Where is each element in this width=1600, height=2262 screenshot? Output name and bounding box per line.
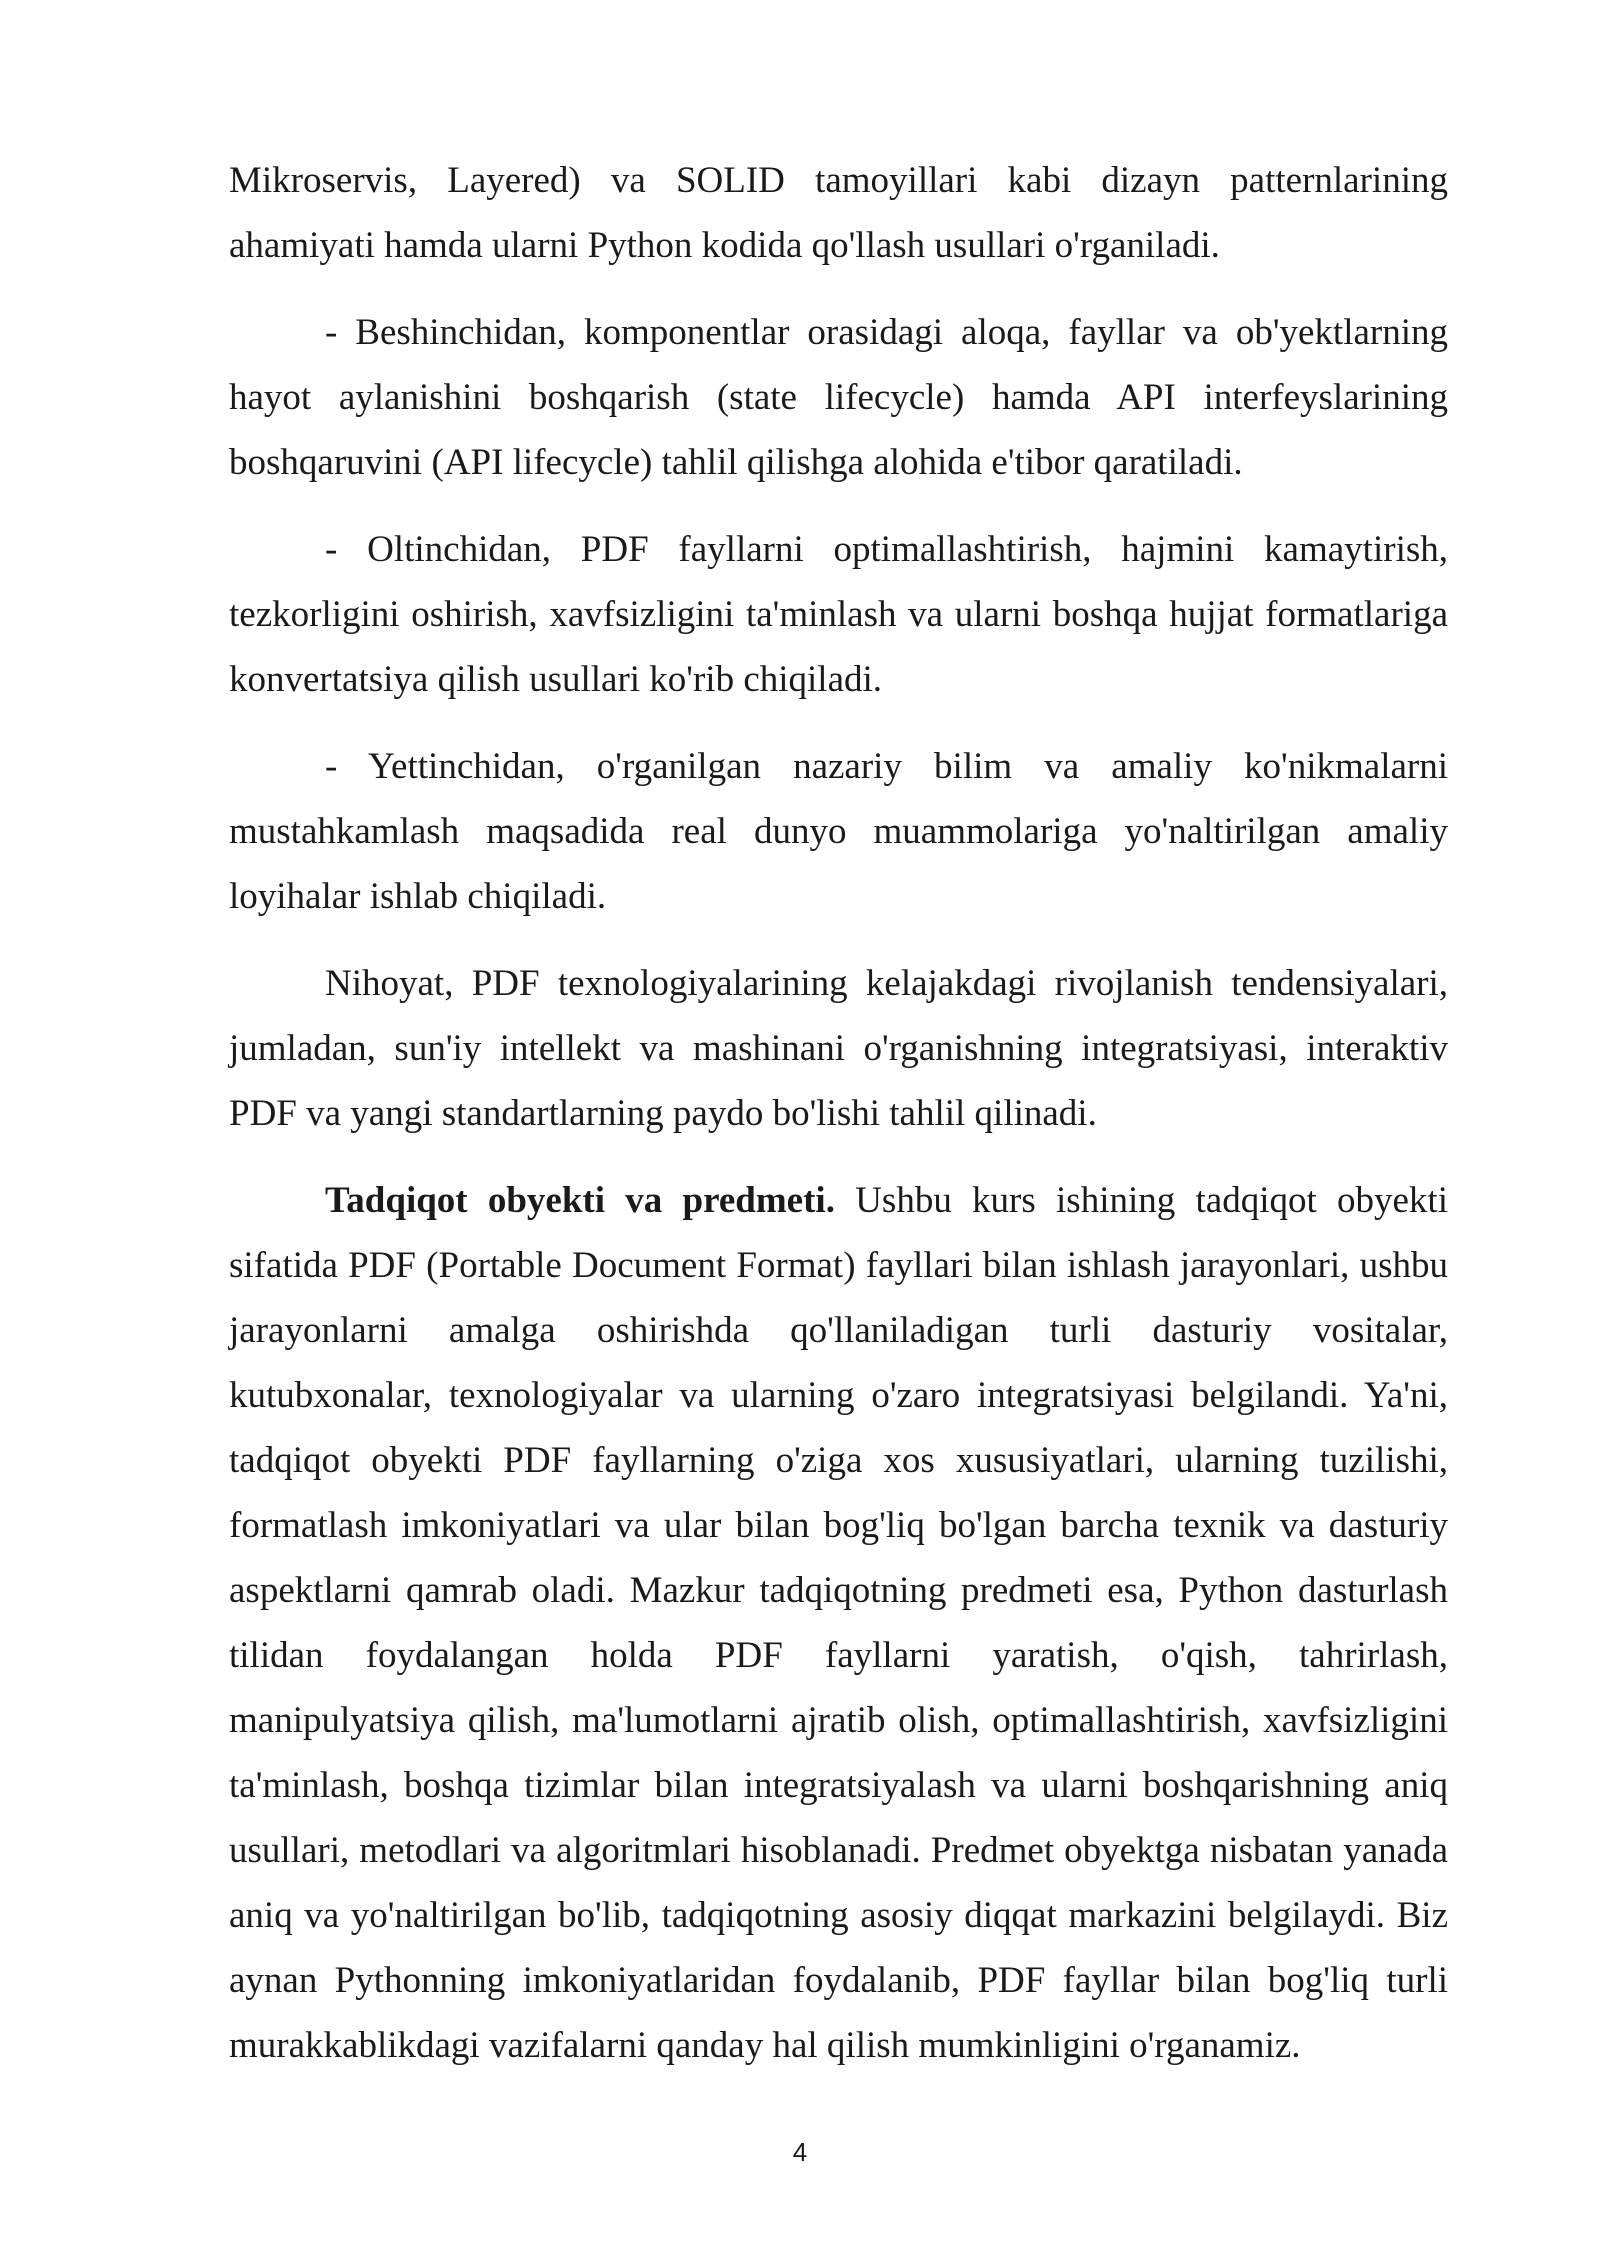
paragraph-text: Mikroservis, Layered) va SOLID tamoyillari kabi dizayn patternlarining ahamiyati hamda ularni Python kodida qo'llash usullari o'rganiladi.: [229, 160, 1448, 266]
paragraph-continuation: [229, 148, 1448, 278]
section-heading: Tadqiqot obyekti va predmeti.: [325, 1180, 835, 1221]
page-body: [229, 148, 1448, 2100]
paragraph-text: - Yettinchidan, o'rganilgan nazariy bilim va amaliy ko'nikmalarni mustahkamlash maqsadida real dunyo muammolariga yo'naltirilgan amaliy loyihalar ishlab chiqiladi.: [229, 746, 1448, 917]
paragraph-text: Ushbu kurs ishining tadqiqot obyekti sifatida PDF (Portable Document Format) fayllari bilan ishlash jarayonlari, ushbu jarayonlarni amalga oshirishda qo'llaniladigan turli dasturiy vositalar, kutubxonalar, texnologiyalar va ularning o'zaro integratsiyasi belgilandi. Ya'ni, tadqiqot obyekti PDF fayllarning o'ziga xos xususiyatlari, ularning tuzilishi, formatlash imkoniyatlari va ular bilan bog'liq bo'lgan barcha texnik va dasturiy aspektlarni qamrab oladi. Mazkur tadqiqotning predmeti esa, Python dasturlash tilidan foydalangan holda PDF fayllarni yaratish, o'qish, tahrirlash, manipulyatsiya qilish, ma'lumotlarni ajratib olish, optimallashtirish, xavfsizligini ta'minlash, boshqa tizimlar bilan integratsiyalash va ularni boshqarishning aniq usullari, metodlari va algoritmlari hisoblanadi. Predmet obyektga nisbatan yanada aniq va yo'naltirilgan bo'lib, tadqiqotning asosiy diqqat markazini belgilaydi. Biz aynan Pythonning imkoniyatlaridan foydalanib, PDF fayllar bilan bog'liq turli murakkablikdagi vazifalarni qanday hal qilish mumkinligini o'rganamiz.: [229, 1180, 1448, 2066]
paragraph-tadqiqot-obyekti: [229, 1168, 1448, 2078]
paragraph-text: - Beshinchidan, komponentlar orasidagi aloqa, fayllar va ob'yektlarning hayot aylanishini boshqarish (state lifecycle) hamda API interfeyslarining boshqaruvini (API lifecycle) tahlil qilishga alohida e'tibor qaratiladi.: [229, 312, 1448, 483]
paragraph-text: Nihoyat, PDF texnologiyalarining kelajakdagi rivojlanish tendensiyalari, jumladan, sun'iy intellekt va mashinani o'rganishning integratsiyasi, interaktiv PDF va yangi standartlarning paydo bo'lishi tahlil qilinadi.: [229, 963, 1448, 1134]
paragraph-nihoyat: [229, 951, 1448, 1146]
paragraph-oltinchidan: [229, 517, 1448, 712]
paragraph-beshinchidan: [229, 300, 1448, 495]
paragraph-text: - Oltinchidan, PDF fayllarni optimallashtirish, hajmini kamaytirish, tezkorligini oshirish, xavfsizligini ta'minlash va ularni boshqa hujjat formatlariga konvertatsiya qilish usullari ko'rib chiqiladi.: [229, 529, 1448, 700]
paragraph-yettinchidan: [229, 734, 1448, 929]
page-number: 4: [792, 2137, 808, 2167]
